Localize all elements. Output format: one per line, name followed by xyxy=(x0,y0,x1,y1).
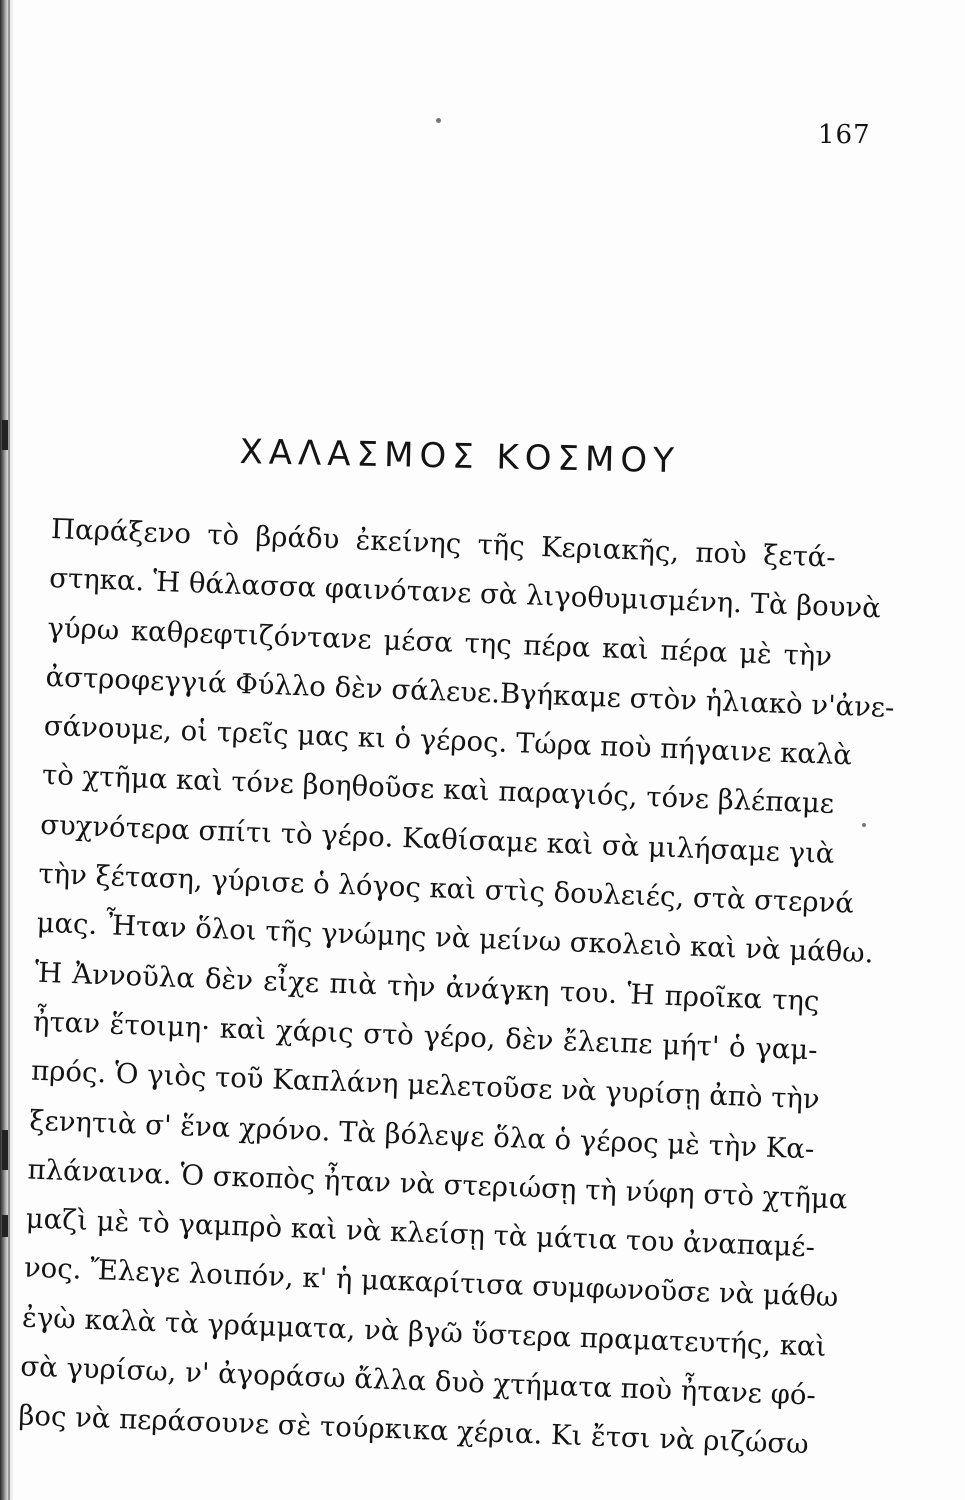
binding-mark xyxy=(2,1215,8,1237)
binding-line xyxy=(8,0,10,1500)
binding-mark xyxy=(2,420,8,450)
text-line: ἦταν ἕτοιμη· καὶ χάρις στὸ γέρο, δὲν ἔλειπε μήτ' ὁ γαμ- xyxy=(32,1005,819,1067)
text-line: νος. Ἔλεγε λοιπόν, κ' ἡ μακαρίτισα συμφωνοῦσε νὰ μάθω xyxy=(23,1251,839,1314)
text-line: πλάναινα. Ὁ σκοπὸς ἦταν νὰ στεριώσῃ τὴ νύφη στὸ χτῆμα xyxy=(27,1153,849,1216)
text-line: στηκα. Ἡ θάλασσα φαινότανε σὰ λιγοθυμισμένη. Τὰ βουνὰ xyxy=(48,562,882,625)
text-line: γύρω καθρεφτιζόντανε μέσα της πέρα καὶ πέρα μὲ τὴν xyxy=(46,611,833,673)
text-line: βος νὰ περάσουνε σὲ τούρκικα χέρια. Κι ἔτσι νὰ ριζώσω xyxy=(18,1399,810,1461)
text-line: μας. Ἦταν ὅλοι τῆς γνώμης νὰ μείνω σκολειὸ καὶ νὰ μάθω. xyxy=(36,907,874,970)
paper-speck xyxy=(436,118,441,123)
binding-edge xyxy=(0,0,14,1500)
paper-speck xyxy=(862,823,866,827)
text-line: τὸ χτῆμα καὶ τόνε βοηθοῦσε καὶ παραγιός, τόνε βλέπαμε xyxy=(41,759,835,821)
text-line: μαζὶ μὲ τὸ γαμπρὸ καὶ νὰ κλείσῃ τὰ μάτια του ἀναπαμέ- xyxy=(25,1202,816,1264)
body-text xyxy=(18,505,895,1470)
text-line: σάνουμε, οἱ τρεῖς μας κι ὁ γέρος. Τώρα ποὺ πήγαινε καλὰ xyxy=(43,710,853,772)
text-line: τὴν ξέταση, γύρισε ὁ λόγος καὶ στὶς δουλειές, στὰ στερνά xyxy=(37,857,855,920)
text-line: ἀστροφεγγιά Φύλλο δὲν σάλευε.Βγήκαμε στὸν ἡλιακὸ ν'ἀνε- xyxy=(45,660,895,724)
page-number: 167 xyxy=(818,120,871,150)
chapter-heading: ΧΑΛΑΣΜΟΣ ΚΟΣΜΟΥ xyxy=(239,432,681,482)
text-line: Ἡ Ἀννοῦλα δὲν εἶχε πιὰ τὴν ἀνάγκη του. Ἡ προῖκα της xyxy=(34,956,820,1018)
text-line: ἐγὼ καλὰ τὰ γράμματα, νὰ βγῶ ὕστερα πραματευτής, καὶ xyxy=(21,1301,827,1363)
text-line: σὰ γυρίσω, ν' ἀγοράσω ἄλλα δυὸ χτήματα ποὺ ἦτανε φό- xyxy=(19,1350,817,1412)
text-line: συχνότερα σπίτι τὸ γέρο. Καθίσαμε καὶ σὰ μιλήσαμε γιὰ xyxy=(39,808,836,870)
text-line: πρός. Ὁ γιὸς τοῦ Καπλάνη μελετοῦσε νὰ γυρίσῃ ἀπὸ τὴν xyxy=(30,1054,821,1116)
text-line: ξενητιὰ σ' ἕνα χρόνο. Τὰ βόλεψε ὅλα ὁ γέρος μὲ τὴν Κα- xyxy=(28,1104,815,1165)
text-line: Παράξενο τὸ βράδυ ἐκείνης τῆς Κεριακῆς, ποὺ ξετά- xyxy=(50,512,837,574)
binding-mark xyxy=(2,1130,8,1170)
